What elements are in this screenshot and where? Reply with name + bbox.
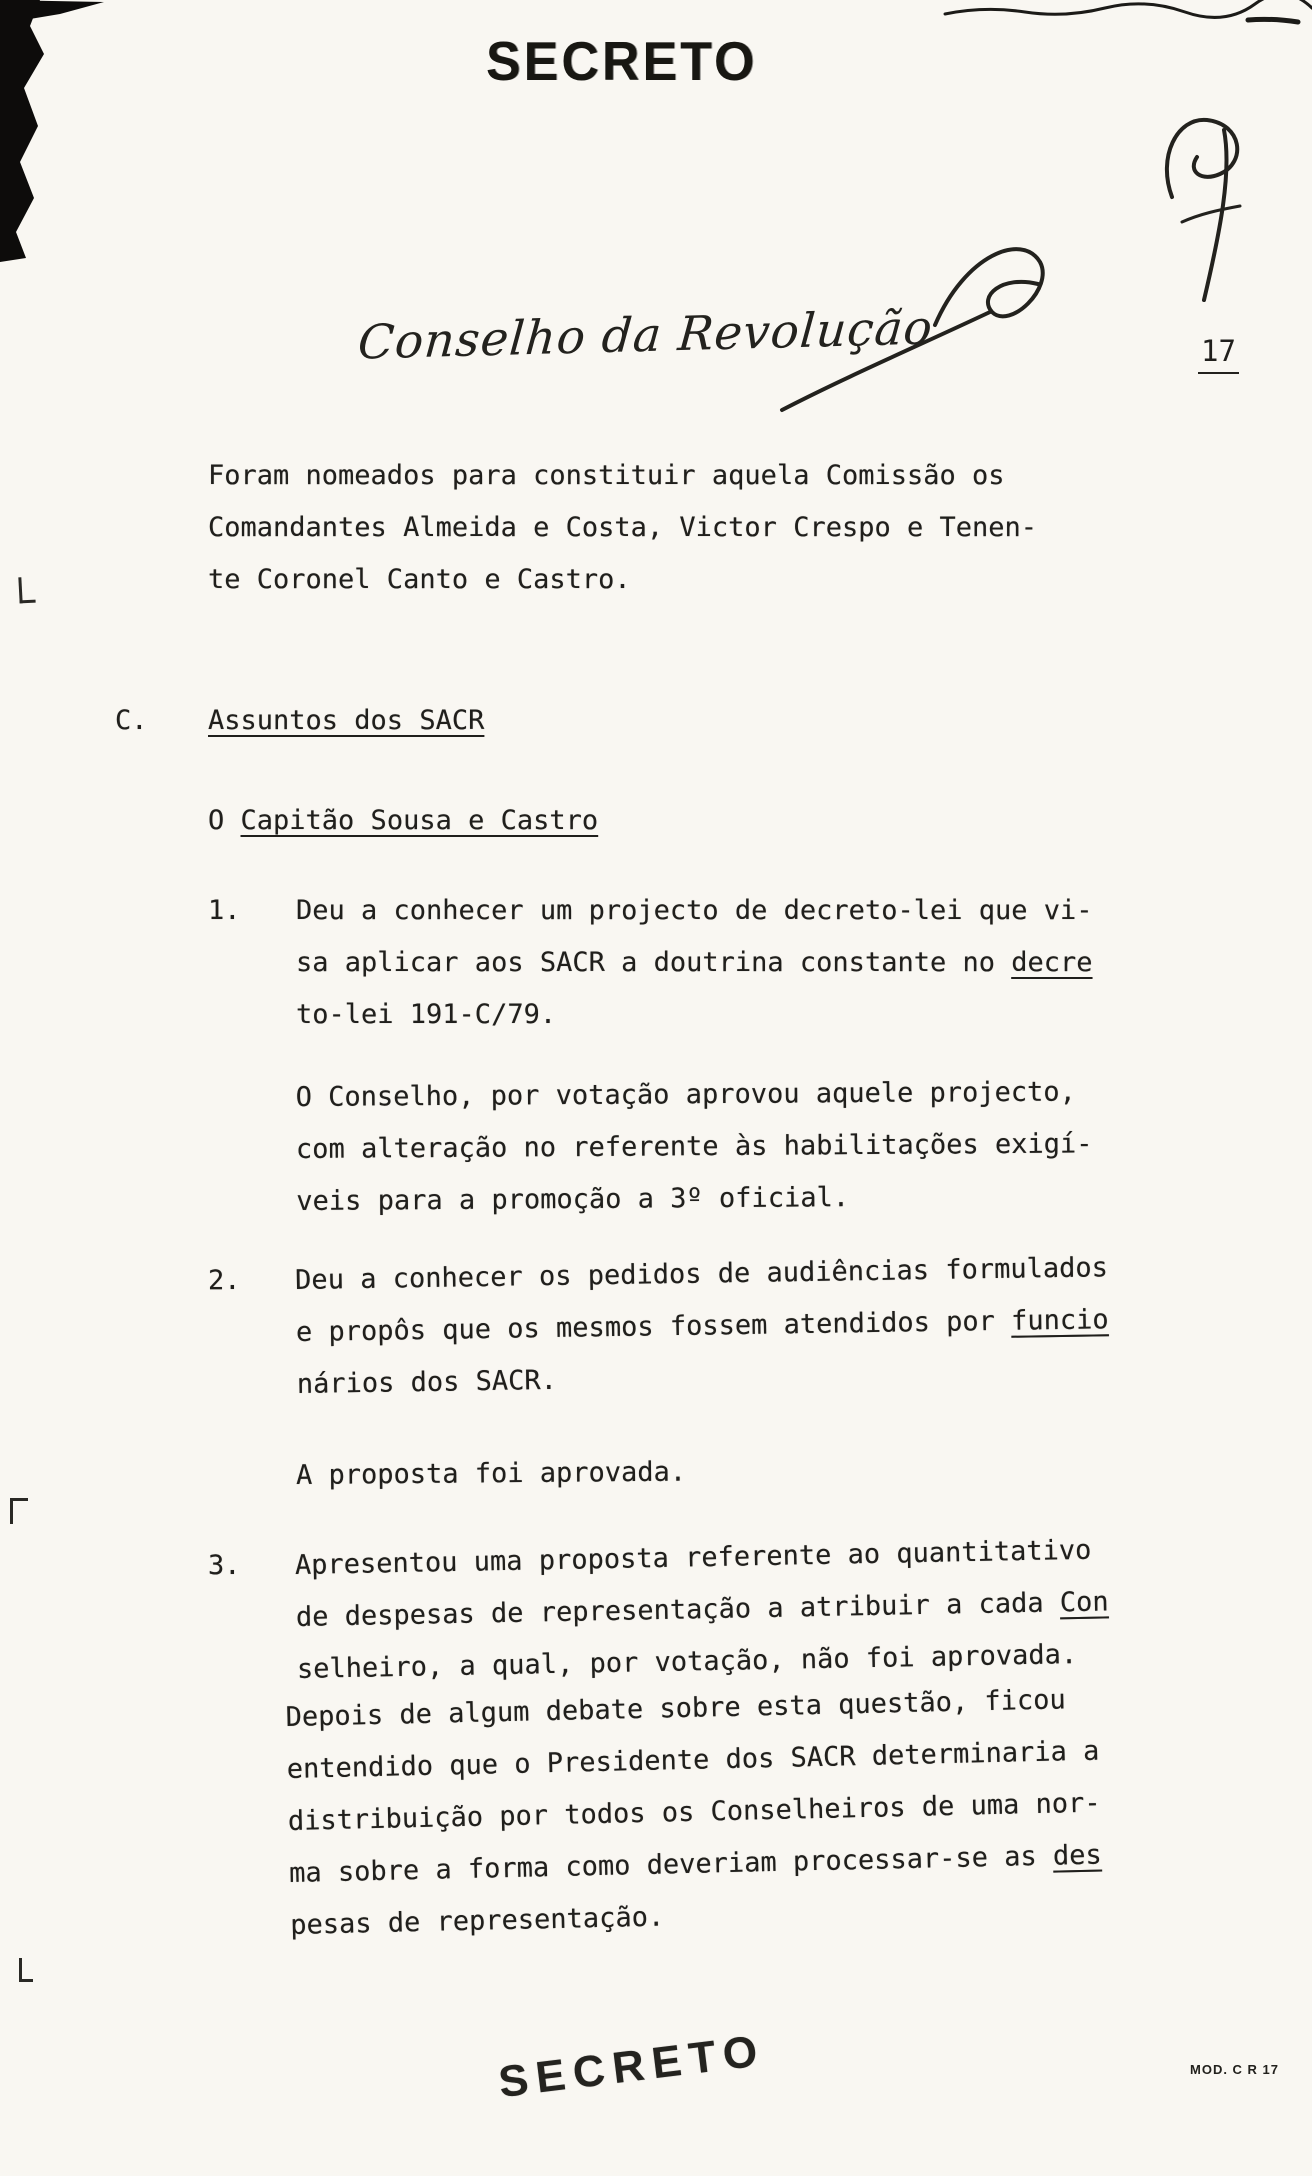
item-2-paragraph-1: Deu a conhecer os pedidos de audiências formulados e propôs que os mesmos fossem atendidos por funcio nários dos SACR.	[294, 1252, 1109, 1400]
margin-mark-middle	[10, 1498, 28, 1524]
margin-mark-upper	[18, 577, 35, 604]
item-2-paragraph-2: A proposta foi aprovada.	[295, 1456, 687, 1491]
intro-paragraph: Foram nomeados para constituir aquela Comissão os Comandantes Almeida e Costa, Victor Crespo e Tenen- te Coronel Canto e Castro.	[208, 460, 1038, 595]
item-3-paragraph-1: Apresentou uma proposta referente ao quantitativo de despesas de representação a atribuir a cada Con selheiro, a qual, por votação, não foi aprovada.	[294, 1534, 1109, 1685]
secret-stamp-bottom: SECRETO	[495, 2025, 768, 2108]
secret-stamp-top: SECRETO	[486, 31, 758, 93]
scan-artifact-left-edge	[0, 0, 110, 300]
item-3-paragraph-2: Depois de algum debate sobre esta questão, ficou entendido que o Presidente dos SACR determinaria a distribuição por todos os Conselheiros de uma nor- ma sobre a forma como deveriam processar-se as des pesas de representação.	[285, 1684, 1103, 1941]
handwritten-initials-signature	[1152, 102, 1292, 312]
item-2-number: 2.	[208, 1265, 241, 1296]
item-1-number: 1.	[208, 895, 241, 926]
item-3-number: 3.	[208, 1550, 241, 1581]
page-number: 17	[1198, 334, 1239, 374]
item-1-paragraph-1: Deu a conhecer um projecto de decreto-lei que vi- sa aplicar aos SACR a doutrina constante no decre to-lei 191-C/79.	[296, 895, 1093, 1030]
form-code: MOD. C R 17	[1190, 2062, 1280, 2077]
margin-mark-lower	[19, 1958, 33, 1982]
handwritten-title: Conselho da Revolução	[355, 300, 936, 371]
subsection-title: O Capitão Sousa e Castro	[208, 805, 599, 836]
section-label: C.	[115, 705, 148, 736]
item-1-paragraph-2: O Conselho, por votação aprovou aquele projecto, com alteração no referente às habilitações exigí- veis para a promoção a 3º oficial.	[295, 1076, 1093, 1217]
section-title: Assuntos dos SACR	[208, 705, 485, 736]
